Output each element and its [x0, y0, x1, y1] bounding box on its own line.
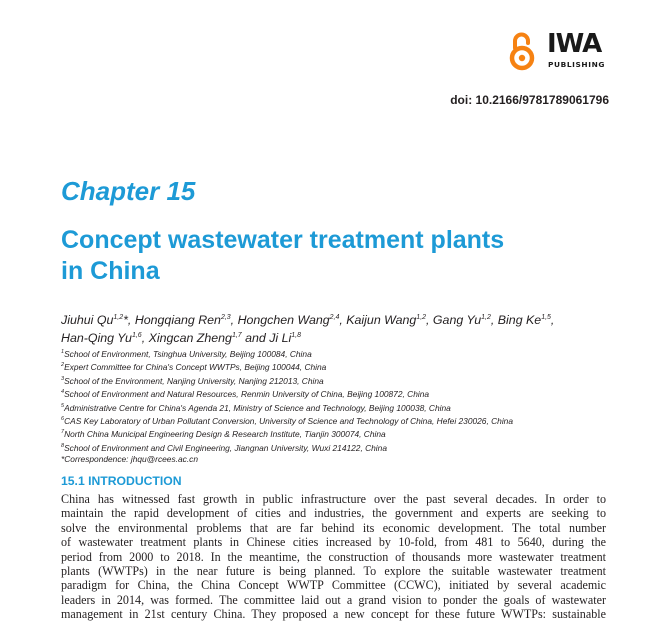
- affiliation-number: 3: [61, 375, 65, 382]
- author-affiliation-mark: 1,2: [416, 314, 427, 321]
- body-paragraph: [61, 492, 606, 622]
- body-text-line: plants (WWTPs) in the near future is being planned. To explore the suitable wastewater treatment: [61, 564, 606, 579]
- affiliation-text: North China Municipal Engineering Design & Research Institute, Tianjin 300074, China: [64, 429, 386, 440]
- body-text-line: solve the environmental problems that are far behind its economic development. The total number: [61, 520, 606, 535]
- affiliation-item: [61, 360, 621, 373]
- affiliation-number: 6: [61, 415, 65, 422]
- author-name: Ji Li: [269, 331, 292, 346]
- affiliation-text: CAS Key Laboratory of Urban Pollutant Conversion, University of Science and Technology of China, Hefei 230026, China: [64, 415, 514, 426]
- corresponding-author-mark: *: [123, 313, 128, 328]
- author-name: Jiuhui Qu: [61, 313, 114, 328]
- affiliation-item: [61, 374, 621, 387]
- affiliation-text: Expert Committee for China's Concept WWTPs, Beijing 100044, China: [64, 362, 327, 373]
- doi-identifier: doi: 10.2166/9781789061796: [450, 93, 609, 107]
- author-name: Hongchen Wang: [237, 313, 330, 328]
- affiliation-number: 5: [61, 402, 65, 409]
- author-name: Xingcan Zheng: [148, 331, 232, 346]
- body-text-line: paradigm for China, the China Concept WWTP Committee (CCWC), initiated by several academic: [61, 578, 606, 593]
- section-heading: 15.1 INTRODUCTION: [61, 474, 182, 488]
- affiliation-text: *Correspondence: jhqu@rcees.ac.cn: [61, 454, 198, 465]
- author-name: Hongqiang Ren: [134, 313, 221, 328]
- body-text-line: maintain the rapid development of cities and industries, the government and experts are seeking to: [61, 506, 606, 521]
- iwa-publishing-logo: IWA: [547, 29, 602, 59]
- affiliation-text: Administrative Centre for China's Agenda 21, Ministry of Science and Technology, Beijing 100038, China: [64, 402, 451, 413]
- affiliation-number: 8: [61, 442, 65, 449]
- body-text-line: management in 21st century China. They proposed a new concept for these future WWTPs: sustainable: [61, 607, 606, 622]
- affiliation-item: [61, 347, 621, 360]
- affiliation-item: [61, 454, 621, 466]
- author-name: Han-Qing Yu: [61, 331, 132, 346]
- body-text-line: period from 2000 to 2018. In the meantime, the construction of thousands more wastewater treatment: [61, 549, 606, 564]
- affiliation-number: 2: [61, 362, 65, 369]
- author-affiliation-mark: 2,3: [220, 314, 231, 321]
- author-name: Kaijun Wang: [346, 313, 417, 328]
- author-affiliation-mark: 1,5: [541, 314, 551, 321]
- affiliation-text: School of Environment and Natural Resources, Renmin University of China, Beijing 100872, China: [64, 388, 430, 399]
- chapter-title: Concept wastewater treatment plants in China: [61, 226, 505, 285]
- affiliation-text: School of the Environment, Nanjing University, Nanjing 212013, China: [64, 375, 324, 386]
- affiliation-item: [61, 414, 621, 427]
- affiliation-item: [61, 441, 621, 454]
- affiliation-item: [61, 387, 621, 400]
- body-text-line: China has witnessed fast growth in public infrastructure over the past several decades. In order to: [61, 492, 606, 506]
- affiliation-number: 7: [61, 429, 65, 436]
- author-name: Gang Yu: [432, 313, 482, 328]
- affiliation-number: 4: [61, 389, 65, 396]
- affiliation-item: [61, 401, 621, 414]
- affiliation-list: [61, 347, 621, 466]
- body-text-line: of wastewater treatment plants in Chinese cities increased by 10-fold, from 481 to 5640, during the: [61, 535, 606, 550]
- author-affiliation-mark: 1,2: [481, 314, 491, 321]
- author-affiliation-mark: 1,2: [113, 314, 124, 321]
- body-text-line: leaders in 2014, was formed. The committee laid out a grand vision to ponder the goals of wastewater: [61, 592, 606, 607]
- chapter-label: Chapter 15: [61, 176, 196, 206]
- author-list: Jiuhui Qu$^{1,2}$*, Hongqiang Ren$^{2,3}$, Hongchen Wang$^{2,4}$, Kaijun Wang$^{1,2}$, Gang Yu$^{1,2}$, Bing Ke$^{1,5}$, Han-Qing Yu$^{1,6}$, Xingcan Zheng$^{1,7}$ and Ji Li$^{1,8}$: [61, 313, 555, 346]
- publisher-name: PUBLISHING: [548, 60, 606, 69]
- affiliation-text: School of Environment, Tsinghua University, Beijing 100084, China: [64, 348, 312, 359]
- author-name: Bing Ke: [497, 313, 542, 328]
- author-affiliation-mark: 1,7: [231, 332, 242, 340]
- author-affiliation-mark: 1,6: [131, 332, 142, 340]
- author-affiliation-mark: 1,8: [291, 332, 302, 340]
- affiliation-item: [61, 427, 621, 440]
- open-access-lock-icon: [507, 31, 537, 71]
- affiliation-text: School of Environment and Civil Engineering, Jiangnan University, Wuxi 214122, China: [64, 442, 387, 453]
- author-affiliation-mark: 2,4: [329, 314, 340, 321]
- affiliation-number: 1: [61, 349, 65, 355]
